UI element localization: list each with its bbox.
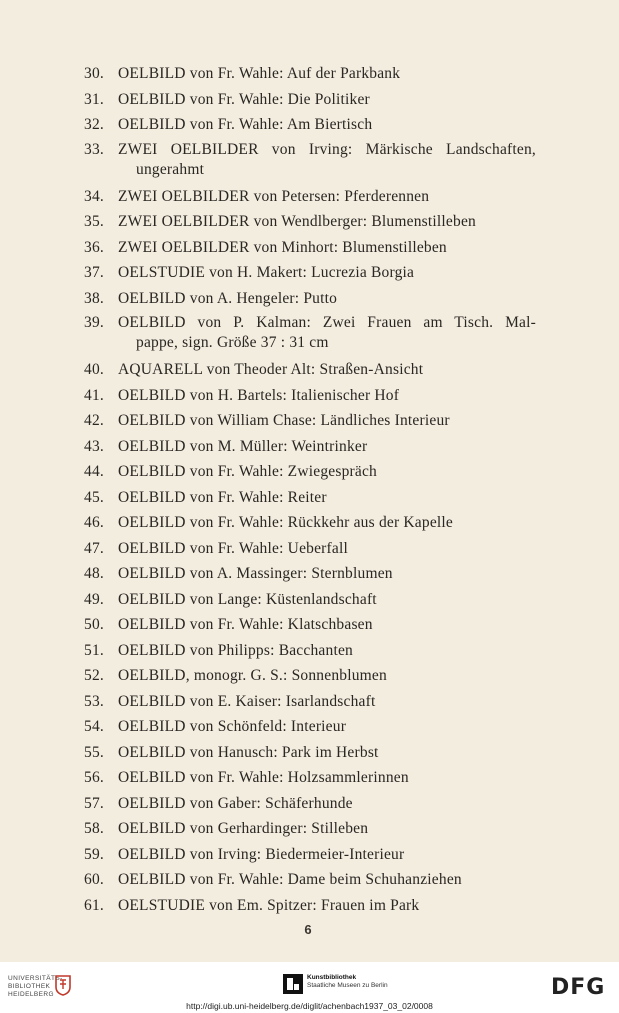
entry-number: 30. (84, 65, 104, 82)
catalogue-entry (0, 714, 619, 740)
entry-number: 36. (84, 238, 104, 256)
entry-text: OELBILD von Fr. Wahle: Holzsammlerinnen (118, 769, 409, 786)
entry-number: 61. (84, 896, 104, 914)
entry-text: OELSTUDIE von H. Makert: Lucrezia Borgia (118, 264, 415, 281)
catalogue-entry (0, 87, 619, 113)
entry-text: ZWEI OELBILDER von Minhort: Blumenstilleben (118, 238, 447, 256)
kunstbibliothek-logo-icon (283, 974, 303, 999)
catalogue-entry (0, 383, 619, 409)
catalogue-entry (0, 612, 619, 638)
entry-text: ZWEI OELBILDER von Irving: Märkische Landschaften, (118, 140, 536, 158)
entry-number: 56. (84, 769, 104, 786)
entry-number: 60. (84, 871, 104, 888)
entry-number: 37. (84, 264, 104, 281)
entry-text: OELBILD von Fr. Wahle: Klatschbasen (118, 616, 373, 633)
catalogue-entry (0, 209, 619, 235)
page-url[interactable]: http://digi.ub.uni-heidelberg.de/diglit/achenbach1937_03_02/0008 (186, 1001, 433, 1011)
catalogue-entry (0, 740, 619, 766)
entry-number: 38. (84, 289, 104, 307)
entry-number: 33. (84, 140, 104, 158)
kb-subtitle: Staatliche Museen zu Berlin (307, 982, 388, 989)
catalogue-entry (0, 791, 619, 817)
entry-text: ZWEI OELBILDER von Wendlberger: Blumenstilleben (118, 213, 476, 230)
entry-text: OELBILD von Gaber: Schäferhunde (118, 794, 353, 812)
catalogue-entry (0, 459, 619, 485)
entry-number: 59. (84, 845, 104, 863)
entry-text: OELBILD von E. Kaiser: Isarlandschaft (118, 692, 376, 710)
entry-text: OELBILD von H. Bartels: Italienischer Hof (118, 386, 400, 404)
catalogue-entry (0, 138, 619, 184)
catalogue-entry (0, 434, 619, 460)
catalogue-entry (0, 408, 619, 434)
entry-text: OELBILD von Fr. Wahle: Auf der Parkbank (118, 65, 401, 82)
entry-number: 31. (84, 90, 104, 108)
catalogue-entry (0, 184, 619, 210)
entry-number: 55. (84, 743, 104, 761)
entry-number: 44. (84, 463, 104, 480)
entry-number: 39. (84, 314, 104, 331)
entry-number: 45. (84, 488, 104, 506)
catalogue-entry (0, 536, 619, 562)
entry-number: 35. (84, 213, 104, 230)
entry-text: OELBILD von M. Müller: Weintrinker (118, 437, 368, 455)
catalogue-entry (0, 638, 619, 664)
university-seal-icon (54, 974, 72, 1001)
entry-text: OELBILD von Fr. Wahle: Dame beim Schuhanziehen (118, 871, 462, 888)
entry-text: OELBILD von Fr. Wahle: Reiter (118, 488, 327, 506)
entry-text: OELBILD, monogr. G. S.: Sonnenblumen (118, 667, 387, 684)
entry-text: ZWEI OELBILDER von Petersen: Pferderennen (118, 187, 430, 205)
catalogue-entry (0, 357, 619, 383)
dfg-logo[interactable]: DFG (551, 975, 606, 1000)
entry-number: 41. (84, 386, 104, 404)
entry-number: 52. (84, 667, 104, 684)
catalogue-entry (0, 816, 619, 842)
entry-continuation: pappe, sign. Größe 37 : 31 cm (136, 334, 329, 351)
catalogue-list (0, 61, 619, 918)
page-number: 6 (304, 922, 312, 937)
catalogue-entry (0, 510, 619, 536)
entry-number: 58. (84, 820, 104, 837)
catalogue-entry (0, 61, 619, 87)
entry-number: 50. (84, 616, 104, 633)
catalogue-entry (0, 663, 619, 689)
catalogue-entry (0, 112, 619, 138)
catalogue-entry (0, 311, 619, 357)
entry-text: OELBILD von A. Hengeler: Putto (118, 289, 338, 307)
entry-number: 32. (84, 116, 104, 133)
entry-number: 48. (84, 565, 104, 582)
entry-text: OELBILD von Fr. Wahle: Zwiegespräch (118, 463, 378, 480)
university-line: HEIDELBERG (8, 991, 54, 998)
entry-text: OELBILD von Fr. Wahle: Rückkehr aus der Kapelle (118, 514, 454, 531)
entry-text: OELBILD von Fr. Wahle: Am Biertisch (118, 116, 373, 133)
entry-number: 54. (84, 718, 104, 735)
entry-number: 47. (84, 539, 104, 557)
viewer-footer (0, 962, 619, 1013)
entry-text: AQUARELL von Theoder Alt: Straßen-Ansicht (118, 361, 424, 378)
catalogue-entry (0, 893, 619, 919)
entry-number: 46. (84, 514, 104, 531)
entry-text: OELBILD von William Chase: Ländliches Interieur (118, 412, 450, 429)
catalogue-entry (0, 765, 619, 791)
entry-text: OELBILD von Hanusch: Park im Herbst (118, 743, 379, 761)
entry-text: OELBILD von Fr. Wahle: Ueberfall (118, 539, 348, 557)
catalogue-entry (0, 842, 619, 868)
entry-text: OELBILD von A. Massinger: Sternblumen (118, 565, 393, 582)
entry-number: 49. (84, 590, 104, 608)
catalogue-entry (0, 485, 619, 511)
catalogue-entry (0, 561, 619, 587)
entry-text: OELBILD von Lange: Küstenlandschaft (118, 590, 377, 608)
catalogue-entry (0, 235, 619, 261)
entry-number: 43. (84, 437, 104, 455)
kb-title: Kunstbibliothek (307, 974, 357, 981)
university-line: UNIVERSITÄTS- (8, 975, 63, 982)
entry-number: 40. (84, 361, 104, 378)
entry-text: OELSTUDIE von Em. Spitzer: Frauen im Park (118, 896, 420, 914)
entry-text: OELBILD von Philipps: Bacchanten (118, 641, 353, 659)
kunstbibliothek-label[interactable] (307, 974, 388, 990)
entry-text: OELBILD von Schönfeld: Interieur (118, 718, 347, 735)
university-line: BIBLIOTHEK (8, 983, 51, 990)
entry-number: 57. (84, 794, 104, 812)
entry-text: OELBILD von Fr. Wahle: Die Politiker (118, 90, 370, 108)
entry-text: OELBILD von Irving: Biedermeier-Interieur (118, 845, 405, 863)
entry-number: 53. (84, 692, 104, 710)
entry-continuation: ungerahmt (136, 160, 205, 178)
entry-text: OELBILD von P. Kalman: Zwei Frauen am Tisch. Mal- (118, 314, 536, 331)
catalogue-entry (0, 587, 619, 613)
catalogue-entry (0, 689, 619, 715)
entry-text: OELBILD von Gerhardinger: Stilleben (118, 820, 369, 837)
catalogue-entry (0, 260, 619, 286)
entry-number: 42. (84, 412, 104, 429)
catalogue-entry (0, 867, 619, 893)
entry-number: 51. (84, 641, 104, 659)
catalogue-entry (0, 286, 619, 312)
entry-number: 34. (84, 187, 104, 205)
